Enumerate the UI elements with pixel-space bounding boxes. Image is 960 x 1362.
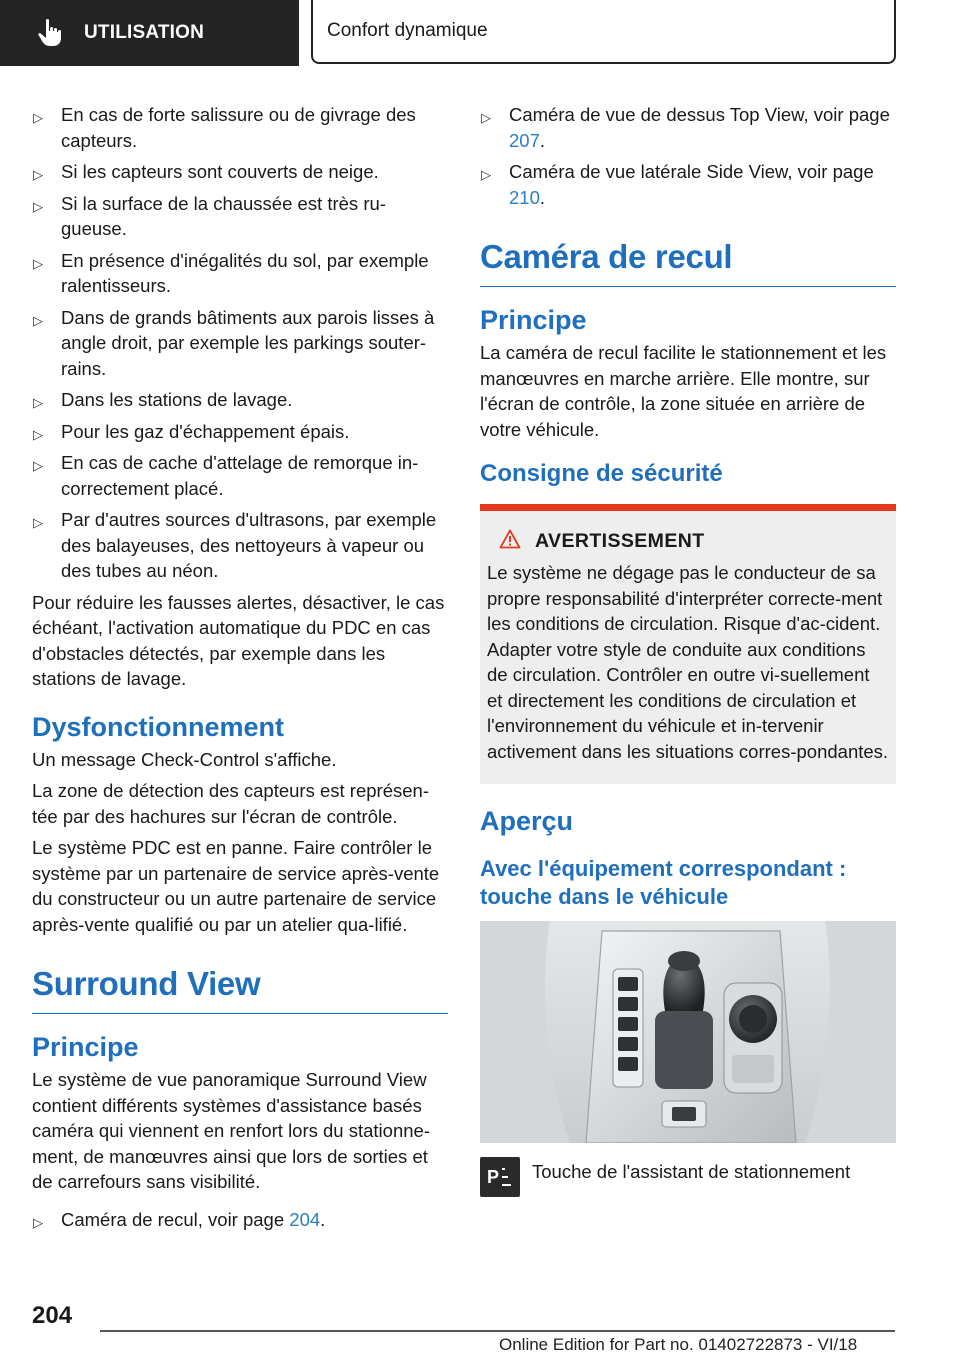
left-column xyxy=(32,102,448,1238)
topic-label: Confort dynamique xyxy=(327,20,488,41)
limits-list xyxy=(32,102,448,584)
list-item: ▷ Caméra de recul, voir page 204. xyxy=(32,1207,448,1233)
warning-box xyxy=(480,504,896,784)
triangle-bullet-icon: ▷ xyxy=(33,426,43,442)
warning-title-row xyxy=(499,529,889,554)
triangle-bullet-icon: ▷ xyxy=(33,167,43,182)
dysfunction-paragraph-1: Un message Check-Control s'affiche. xyxy=(32,748,337,770)
page-link[interactable]: 210 xyxy=(509,186,540,208)
page-header xyxy=(0,0,960,66)
warning-text: Le système ne dégage pas le conducteur de sa propre responsabilité d'interpréter correcte-ment les conditions de circulation. Risque d'ac-cident. Adapter votre style de conduite aux conditions de circulation. Contrôler en outre vi-suellement et directement les conditions de circulation et l'environnement du véhicule et in-tervenir activement dans les situations corres-pondantes. xyxy=(487,562,889,762)
list-item: ▷ Dans les stations de lavage. xyxy=(32,387,448,413)
warning-title: AVERTISSEMENT xyxy=(535,530,705,552)
safety-heading: Consigne de sécurité xyxy=(480,460,723,487)
page-number: 204 xyxy=(32,1302,73,1329)
list-item: ▷ Dans de grands bâtiments aux parois lisses à angle droit, par exemple les parkings souter-rains. xyxy=(33,306,435,379)
reduce-alerts-paragraph: Pour réduire les fausses alertes, désactiver, le cas échéant, l'activation automatique du PDC en cas d'obstacles détectés, par exemple dans les stations de lavage. xyxy=(32,591,445,689)
triangle-bullet-icon: ▷ xyxy=(33,1214,43,1230)
list-item: ▷ Si les capteurs sont couverts de neige. xyxy=(32,159,448,185)
triangle-bullet-icon: ▷ xyxy=(33,458,43,473)
triangle-bullet-icon: ▷ xyxy=(481,167,491,182)
section-label: UTILISATION xyxy=(84,22,205,43)
rc-principle-heading: Principe xyxy=(480,305,587,335)
dysfunction-paragraph-3: Le système PDC est en panne. Faire contrôler le système par un partenaire de service après-vente du constructeur ou un autre partenaire de service après-vente qualifié ou par un atelier qua-lifié. xyxy=(32,837,440,935)
edition-note: Online Edition for Part no. 01402722873 - VI/18 xyxy=(499,1335,858,1354)
warning-triangle-icon xyxy=(499,529,521,554)
rear-camera-heading: Caméra de recul xyxy=(480,238,896,287)
sv-principle-heading: Principe xyxy=(32,1032,139,1062)
overview-heading: Aperçu xyxy=(480,806,574,836)
triangle-bullet-icon: ▷ xyxy=(481,110,491,125)
dysfunction-paragraph-2: La zone de détection des capteurs est représen-tée par des hachures sur l'écran de contrôle. xyxy=(32,780,429,827)
topic-tab xyxy=(311,0,896,64)
right-column xyxy=(480,102,896,1197)
triangle-bullet-icon: ▷ xyxy=(33,255,43,271)
hand-pointer-icon xyxy=(28,11,72,55)
list-item: ▷ Caméra de vue de dessus Top View, voir page 207. xyxy=(481,104,890,151)
center-console-photo xyxy=(480,921,896,1143)
list-item: ▷ Pour les gaz d'échappement épais. xyxy=(32,419,448,445)
dysfunction-heading: Dysfonctionnement xyxy=(32,711,285,742)
triangle-bullet-icon: ▷ xyxy=(33,110,43,125)
section-tab xyxy=(0,0,299,66)
page-link[interactable]: 204 xyxy=(289,1208,321,1230)
triangle-bullet-icon: ▷ xyxy=(33,312,43,328)
sv-principle-paragraph: Le système de vue panoramique Surround View contient différents systèmes d'assistance basés caméra qui viennent en renfort lors du stationne-ment, de manœuvres ainsi que lors de sorties et de carrefours sans visibilité. xyxy=(32,1069,430,1192)
surround-view-heading: Surround View xyxy=(32,965,448,1014)
list-item: ▷ Si la surface de la chaussée est très ru-gueuse. xyxy=(33,192,386,239)
triangle-bullet-icon: ▷ xyxy=(33,395,43,410)
svg-text:P: P xyxy=(487,1167,500,1187)
equipment-heading: Avec l'équipement correspondant : touche dans le véhicule xyxy=(480,856,847,909)
triangle-bullet-icon: ▷ xyxy=(33,515,43,530)
list-item: ▷ En cas de forte salissure ou de givrage des capteurs. xyxy=(33,104,416,151)
list-item: ▷ Par d'autres sources d'ultrasons, par exemple des balayeuses, des nettoyeurs à vapeur ou des tubes au néon. xyxy=(33,509,437,581)
caption-text: Touche de l'assistant de stationnement xyxy=(532,1161,851,1182)
list-item: ▷ Caméra de vue latérale Side View, voir page 210. xyxy=(481,161,874,208)
rc-principle-paragraph: La caméra de recul facilite le stationnement et les manœuvres en marche arrière. Elle montre, sur l'écran de contrôle, la zone située en arrière de votre véhicule. xyxy=(480,342,887,440)
footer-divider xyxy=(100,1330,895,1332)
list-item: ▷ En cas de cache d'attelage de remorque in-correctement placé. xyxy=(33,452,419,499)
triangle-bullet-icon: ▷ xyxy=(33,198,43,214)
caption-row xyxy=(480,1159,896,1197)
list-item: ▷ En présence d'inégalités du sol, par exemple ralentisseurs. xyxy=(33,249,429,296)
park-assist-button-icon xyxy=(480,1157,520,1197)
page-link[interactable]: 207 xyxy=(509,129,540,151)
